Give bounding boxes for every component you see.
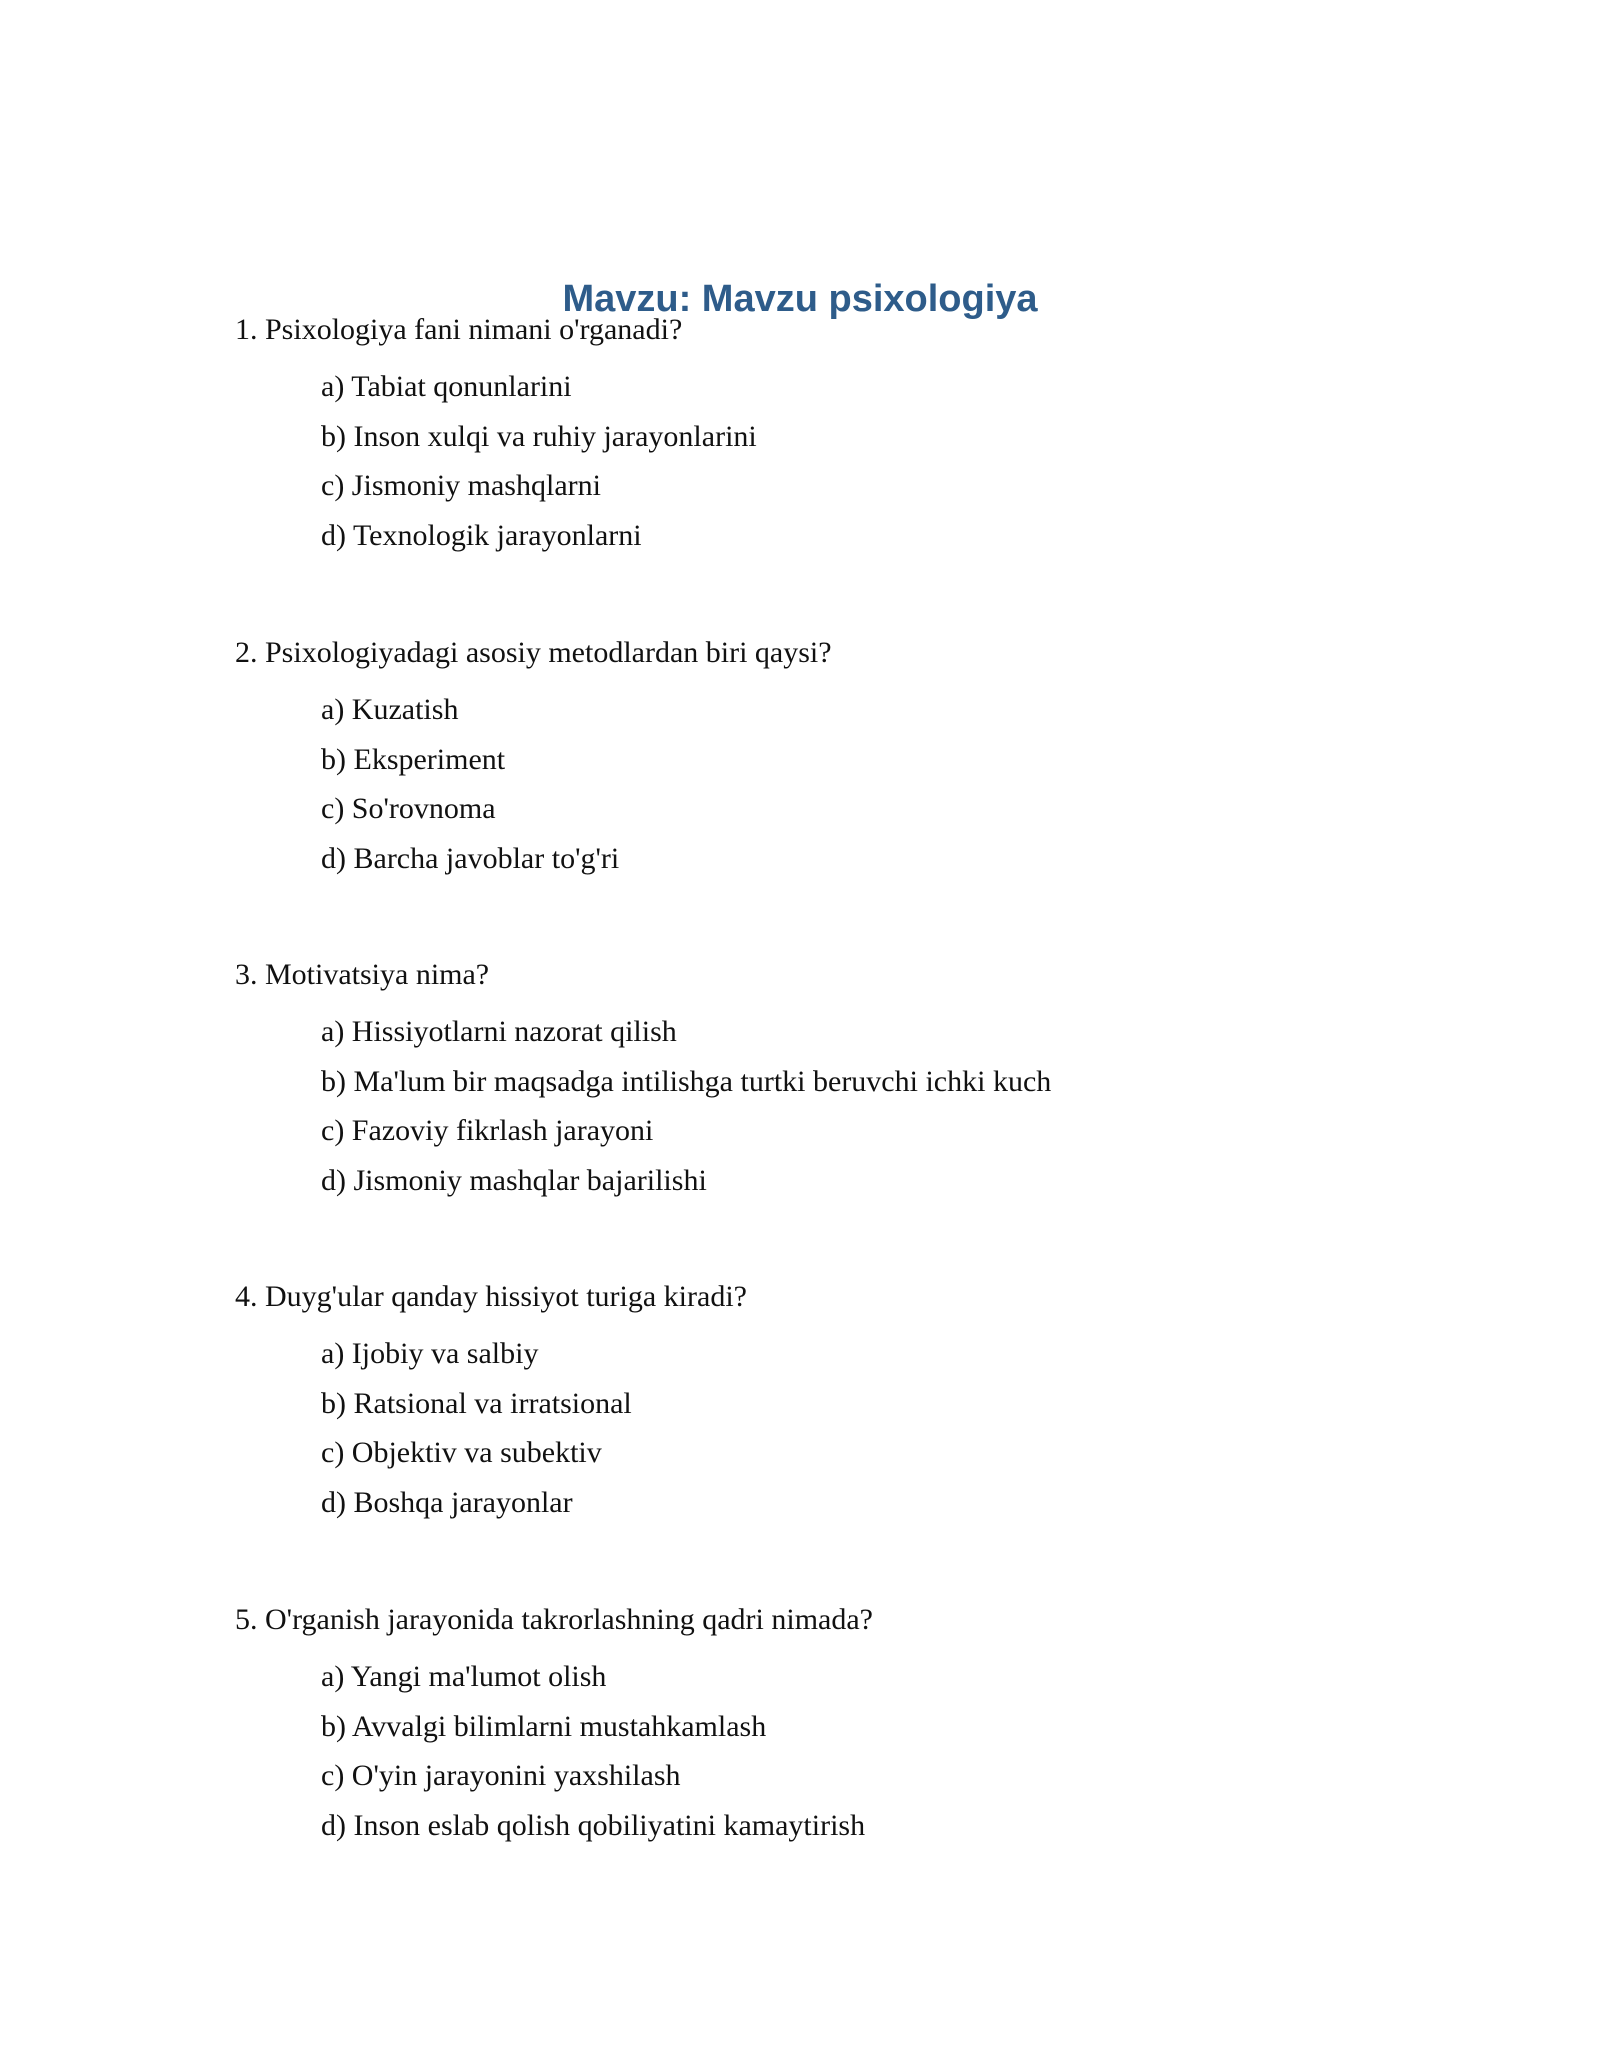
answer-option-d: d) Texnologik jarayonlarni xyxy=(321,518,642,552)
answer-option-d: d) Jismoniy mashqlar bajarilishi xyxy=(321,1163,707,1197)
answer-option-c: c) Fazoviy fikrlash jarayoni xyxy=(321,1114,654,1147)
answer-option-b: b) Eksperiment xyxy=(321,742,506,776)
answer-option-b: b) Avvalgi bilimlarni mustahkamlash xyxy=(321,1709,767,1743)
question-text: 4. Duyg'ular qanday hissiyot turiga kiradi? xyxy=(235,1280,747,1313)
question-5 xyxy=(235,1600,1435,1855)
answer-options xyxy=(321,367,1435,565)
answer-option-d: d) Barcha javoblar to'g'ri xyxy=(321,841,620,875)
answer-option-c: c) So'rovnoma xyxy=(321,792,496,825)
answer-option-c: c) Objektiv va subektiv xyxy=(321,1436,602,1469)
question-4 xyxy=(235,1277,1435,1532)
answer-options xyxy=(321,1012,1435,1210)
answer-options xyxy=(321,1334,1435,1532)
answer-option-a: a) Kuzatish xyxy=(321,693,459,726)
question-text: 5. O'rganish jarayonida takrorlashning qadri nimada? xyxy=(235,1603,873,1636)
answer-option-b: b) Ratsional va irratsional xyxy=(321,1386,632,1420)
document-title: Mavzu: Mavzu psixologiya xyxy=(562,278,1038,321)
question-2 xyxy=(235,633,1435,888)
question-3 xyxy=(235,955,1435,1210)
answer-options xyxy=(321,690,1435,888)
question-text: 1. Psixologiya fani nimani o'rganadi? xyxy=(235,313,683,346)
answer-option-d: d) Inson eslab qolish qobiliyatini kamaytirish xyxy=(321,1808,866,1842)
answer-option-c: c) O'yin jarayonini yaxshilash xyxy=(321,1759,681,1792)
answer-option-a: a) Hissiyotlarni nazorat qilish xyxy=(321,1015,677,1048)
answer-options xyxy=(321,1657,1435,1855)
question-text: 2. Psixologiyadagi asosiy metodlardan biri qaysi? xyxy=(235,636,832,669)
answer-option-b: b) Inson xulqi va ruhiy jarayonlarini xyxy=(321,419,757,453)
answer-option-b: b) Ma'lum bir maqsadga intilishga turtki beruvchi ichki kuch xyxy=(321,1064,1052,1098)
answer-option-a: a) Yangi ma'lumot olish xyxy=(321,1660,607,1693)
answer-option-d: d) Boshqa jarayonlar xyxy=(321,1485,573,1519)
answer-option-c: c) Jismoniy mashqlarni xyxy=(321,469,601,502)
answer-option-a: a) Tabiat qonunlarini xyxy=(321,370,572,403)
question-1 xyxy=(235,310,1435,565)
question-text: 3. Motivatsiya nima? xyxy=(235,958,490,991)
answer-option-a: a) Ijobiy va salbiy xyxy=(321,1337,539,1370)
